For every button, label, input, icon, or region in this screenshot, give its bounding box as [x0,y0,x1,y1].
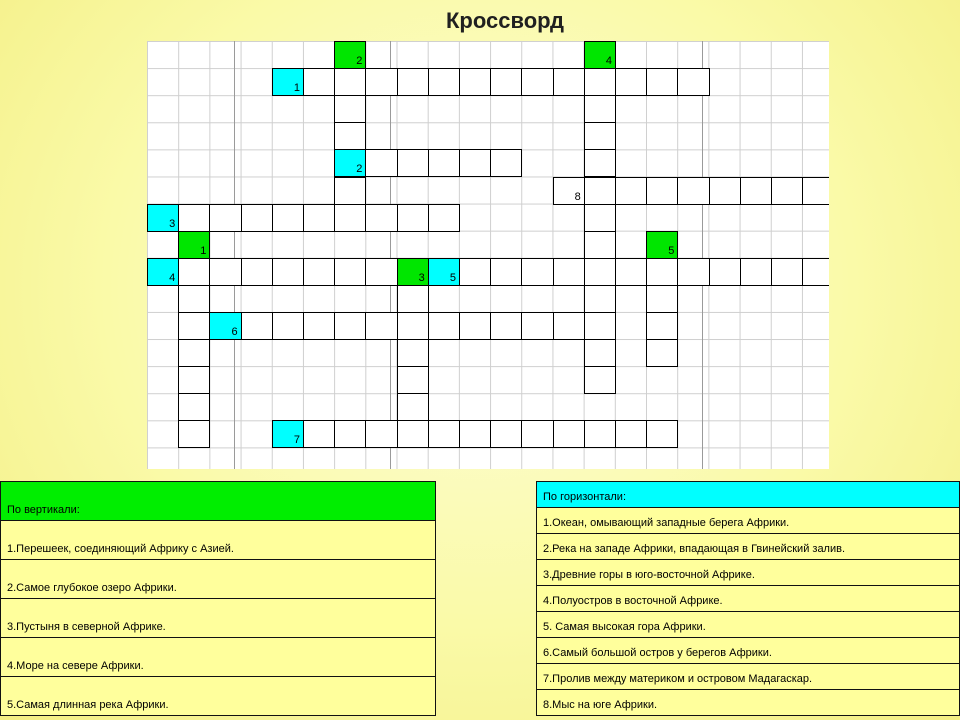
across-start-cell[interactable] [334,149,366,177]
crossword-cell[interactable] [646,339,678,367]
down-start-cell[interactable] [584,41,616,69]
crossword-cell[interactable] [303,204,335,232]
across-number-label: 3 [169,217,176,230]
down-start-cell[interactable] [178,231,210,259]
crossword-cell[interactable] [709,177,741,205]
crossword-cell[interactable] [241,204,273,232]
down-number-label: 2 [356,55,363,68]
crossword-cell[interactable] [178,339,210,367]
crossword-cell[interactable] [178,258,210,286]
crossword-cell[interactable] [365,312,397,340]
across-clue-8: 8.Мыс на юге Африки. [537,690,960,716]
crossword-cell[interactable] [397,420,429,448]
crossword-cell[interactable] [365,149,397,177]
crossword-cell[interactable] [584,204,616,232]
crossword-cell[interactable] [584,95,616,123]
crossword-cell[interactable] [584,366,616,394]
crossword-cell[interactable] [646,177,678,205]
crossword-cell[interactable] [459,420,491,448]
crossword-cell[interactable] [490,149,522,177]
across-clue-2: 2.Река на западе Африки, впадающая в Гвинейский залив. [537,534,960,560]
crossword-cell[interactable] [178,204,210,232]
across-clue-7: 7.Пролив между материком и островом Мадагаскар. [537,664,960,690]
crossword-cell[interactable] [459,258,491,286]
crossword-cell[interactable] [365,258,397,286]
crossword-cell[interactable] [584,285,616,313]
crossword-cell[interactable] [584,258,616,286]
crossword-cell[interactable] [397,149,429,177]
crossword-cell[interactable] [709,258,741,286]
across-number-label: 2 [356,163,363,176]
crossword-cell[interactable] [490,312,522,340]
crossword-cell[interactable] [209,204,241,232]
crossword-cell[interactable] [646,68,678,96]
crossword-cell[interactable] [397,366,429,394]
across-number-label: 4 [169,271,176,284]
down-number-label: 3 [418,271,425,284]
crossword-cell[interactable] [178,393,210,421]
crossword-cell[interactable] [397,285,429,313]
crossword-cell[interactable] [584,312,616,340]
crossword-cell[interactable] [584,68,616,96]
crossword-cell[interactable] [397,68,429,96]
crossword-cell[interactable] [178,366,210,394]
crossword-cell[interactable] [521,312,553,340]
crossword-cell[interactable] [397,393,429,421]
crossword-cell[interactable] [428,149,460,177]
across-number-label: 8 [574,190,581,203]
crossword-cell[interactable] [802,177,829,205]
across-clues-table [536,481,960,716]
crossword-cell[interactable] [241,312,273,340]
crossword-cell[interactable] [553,258,585,286]
across-clue-4: 4.Полуостров в восточной Африке. [537,586,960,612]
crossword-cell[interactable] [365,204,397,232]
crossword-cell[interactable] [677,258,709,286]
crossword-cell[interactable] [802,258,829,286]
across-number-label: 7 [293,434,300,447]
crossword-cell[interactable] [584,231,616,259]
crossword-cell[interactable] [646,420,678,448]
crossword-cell[interactable] [272,258,304,286]
crossword-cell[interactable] [584,122,616,150]
crossword-cell[interactable] [428,420,460,448]
across-start-cell[interactable] [272,68,304,96]
crossword-cell[interactable] [334,95,366,123]
down-number-label: 1 [200,244,207,257]
down-clue-1: 1.Перешеек, соединяющий Африку с Азией. [1,521,436,560]
crossword-cell[interactable] [334,204,366,232]
crossword-cell[interactable] [740,258,772,286]
down-clue-3: 3.Пустыня в северной Африке. [1,599,436,638]
crossword-cell[interactable] [490,420,522,448]
crossword-cell[interactable] [459,149,491,177]
crossword-cell[interactable] [615,258,647,286]
crossword-cell[interactable] [428,204,460,232]
down-clues-header: По вертикали: [1,482,436,521]
down-clue-4: 4.Море на севере Африки. [1,638,436,677]
across-start-cell[interactable] [147,204,179,232]
across-number-label: 1 [293,82,300,95]
crossword-grid [147,41,829,469]
crossword-cell[interactable] [771,258,803,286]
across-number-label: 5 [449,271,456,284]
crossword-cell[interactable] [334,258,366,286]
across-clue-6: 6.Самый большой остров у берегов Африки. [537,638,960,664]
crossword-cell[interactable] [428,312,460,340]
crossword-cell[interactable] [615,68,647,96]
crossword-cell[interactable] [553,312,585,340]
crossword-cell[interactable] [209,258,241,286]
down-start-cell[interactable] [646,231,678,259]
down-clues-table [0,481,436,716]
across-number-label: 6 [231,326,238,339]
crossword-cell[interactable] [334,68,366,96]
crossword-cell[interactable] [521,420,553,448]
crossword-cell[interactable] [178,420,210,448]
crossword-cell[interactable] [646,258,678,286]
crossword-cell[interactable] [740,177,772,205]
down-start-cell[interactable] [397,258,429,286]
crossword-cell[interactable] [553,68,585,96]
crossword-cell[interactable] [334,420,366,448]
crossword-cell[interactable] [615,177,647,205]
grid-divider [702,41,703,469]
down-number-label: 5 [668,244,675,257]
crossword-cell[interactable] [303,258,335,286]
crossword-cell[interactable] [428,68,460,96]
crossword-cell[interactable] [646,312,678,340]
crossword-cell[interactable] [615,420,647,448]
across-clue-5: 5. Самая высокая гора Африки. [537,612,960,638]
crossword-cell[interactable] [303,68,335,96]
crossword-cell[interactable] [584,420,616,448]
crossword-cell[interactable] [490,258,522,286]
crossword-cell[interactable] [303,420,335,448]
crossword-cell[interactable] [365,420,397,448]
crossword-cell[interactable] [459,68,491,96]
crossword-cell[interactable] [334,312,366,340]
crossword-cell[interactable] [521,68,553,96]
crossword-cell[interactable] [365,68,397,96]
crossword-cell[interactable] [334,177,366,205]
crossword-cell[interactable] [334,122,366,150]
crossword-cell[interactable] [490,68,522,96]
crossword-cell[interactable] [553,420,585,448]
across-clues-header: По горизонтали: [537,482,960,508]
grid-divider [234,41,235,469]
down-start-cell[interactable] [334,41,366,69]
crossword-cell[interactable] [646,285,678,313]
crossword-cell[interactable] [677,177,709,205]
across-start-cell[interactable] [428,258,460,286]
crossword-cell[interactable] [178,285,210,313]
crossword-cell[interactable] [584,149,616,177]
crossword-cell[interactable] [178,312,210,340]
down-clue-5: 5.Самая длинная река Африки. [1,677,436,716]
across-start-cell[interactable] [553,177,585,205]
crossword-cell[interactable] [521,258,553,286]
across-start-cell[interactable] [209,312,241,340]
across-start-cell[interactable] [147,258,179,286]
crossword-cell[interactable] [272,204,304,232]
crossword-cell[interactable] [303,312,335,340]
crossword-cell[interactable] [397,312,429,340]
crossword-cell[interactable] [241,258,273,286]
crossword-cell[interactable] [397,339,429,367]
crossword-cell[interactable] [584,339,616,367]
crossword-cell[interactable] [677,68,709,96]
across-clue-1: 1.Океан, омывающий западные берега Африки. [537,508,960,534]
page-title: Кроссворд [445,8,564,33]
crossword-cell[interactable] [272,312,304,340]
crossword-cell[interactable] [459,312,491,340]
crossword-cell[interactable] [397,204,429,232]
across-start-cell[interactable] [272,420,304,448]
across-clue-3: 3.Древние горы в юго-восточной Африке. [537,560,960,586]
crossword-cell[interactable] [584,177,616,205]
down-number-label: 4 [605,55,612,68]
down-clue-2: 2.Самое глубокое озеро Африки. [1,560,436,599]
crossword-cell[interactable] [771,177,803,205]
grid-divider [390,41,391,469]
